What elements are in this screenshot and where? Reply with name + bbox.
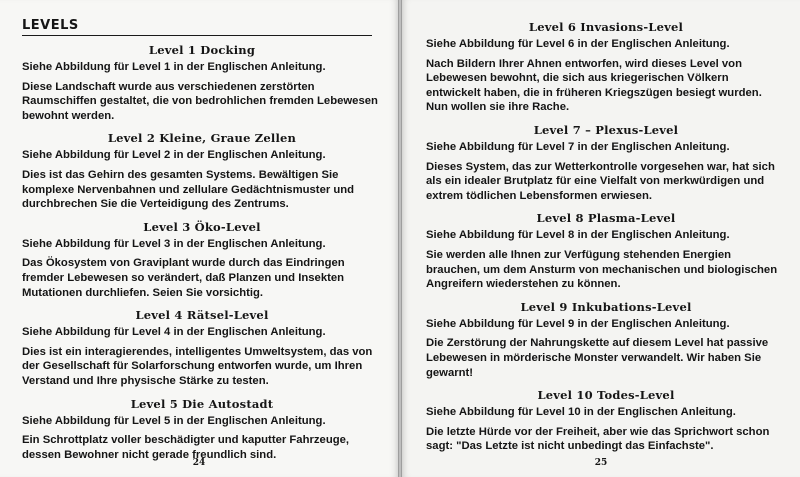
- level-3-section: [22, 220, 382, 300]
- level-reference: Siehe Abbildung für Level 5 in der Englischen Anleitung.: [22, 414, 326, 427]
- level-8-section: [426, 211, 786, 291]
- level-reference: Siehe Abbildung für Level 1 in der Englischen Anleitung.: [22, 61, 326, 73]
- level-description: Das Ökosystem von Graviplant wurde durch das Eindringen fremder Lebewesen so verändert, daß Planzen und Insekten Mutationen durchliefen. Seien Sie vorsichtig.: [22, 257, 345, 299]
- level-title: Level 6 Invasions-Level: [528, 20, 684, 34]
- level-reference: Siehe Abbildung für Level 3 in der Englischen Anleitung.: [22, 237, 326, 250]
- level-reference: Siehe Abbildung für Level 6 in der Englischen Anleitung.: [426, 38, 730, 50]
- left-page: [0, 0, 398, 477]
- level-description: Dies ist ein interagierendes, intelligentes Umweltsystem, das von der Gesellschaft für Solarforschung entworfen wurde, um Ihren Verstand und Ihre physische Stärke zu testen.: [22, 345, 373, 387]
- level-7-section: [426, 123, 786, 203]
- level-title: Level 2 Kleine, Graue Zellen: [107, 131, 297, 146]
- level-description: Diese Landschaft wurde aus verschiedenen zerstörten Raumschiffen gestaltet, die von bedrohlichen fremden Lebewesen bewohnt werden.: [22, 80, 378, 122]
- level-reference: Siehe Abbildung für Level 2 in der Englischen Anleitung.: [22, 149, 326, 162]
- level-title: Level 9 Inkubations-Level: [520, 299, 692, 314]
- level-title: Level 8 Plasma-Level: [536, 211, 676, 226]
- level-title: Level 10 Todes-Level: [537, 388, 675, 403]
- level-10-section: [426, 388, 786, 454]
- page-number: 24: [192, 458, 206, 468]
- level-description: Dies ist das Gehirn des gesamten Systems. Bewältigen Sie komplexe Nervenbahnen und zellulare Gedächtnismuster und durchbrechen Sie die Verteidigung des Zentrums.: [22, 168, 355, 211]
- level-reference: Siehe Abbildung für Level 7 in der Englischen Anleitung.: [426, 140, 730, 153]
- level-1-section: [22, 43, 382, 123]
- level-description: Die Zerstörung der Nahrungskette auf diesem Level hat passive Lebewesen in mörderische Monster verwandelt. Wir haben Sie gewarnt!: [426, 337, 769, 379]
- level-2-section: [22, 131, 382, 211]
- level-description: Dieses System, das zur Wetterkontrolle vorgesehen war, hat sich als ein idealer Brutplatz für eine Vielfalt von merkwürdigen und extrem tödlichen Lebensformen erwiesen.: [426, 160, 775, 202]
- level-9-section: [426, 300, 786, 380]
- page-number: 25: [594, 458, 608, 468]
- right-page: [402, 0, 800, 477]
- level-title: Level 4 Rätsel-Level: [135, 308, 269, 323]
- level-description: Sie werden alle Ihnen zur Verfügung stehenden Energien brauchen, um dem Ansturm von mechanischen und biologischen Angreifern wiederstehen zu können.: [426, 248, 778, 291]
- level-title: Level 7 – Plexus-Level: [533, 122, 679, 137]
- level-title: Level 3 Öko-Level: [143, 219, 261, 234]
- level-6-section: [426, 20, 786, 115]
- level-5-section: [22, 397, 382, 463]
- level-description: Die letzte Hürde vor der Freiheit, aber wie das Sprichwort schon sagt: "Das Letzte ist nicht unbedingt das Einfachste".: [426, 425, 770, 453]
- level-reference: Siehe Abbildung für Level 9 in der Englischen Anleitung.: [426, 317, 730, 330]
- level-description: Nach Bildern Ihrer Ahnen entworfen, wird dieses Level von Lebewesen bewohnt, die sich aus kriegerischen Völkern entwickelt haben, die in früheren Kriegszügen besiegt wurden. Nun wollen sie ihre Rache.: [426, 57, 762, 114]
- level-title: Level 5 Die Autostadt: [130, 396, 274, 411]
- level-title: Level 1 Docking: [148, 43, 256, 57]
- level-description: Ein Schrottplatz voller beschädigter und kaputter Fahrzeuge, dessen Bewohner nicht gerade freundlich sind.: [22, 434, 350, 461]
- level-reference: Siehe Abbildung für Level 8 in der Englischen Anleitung.: [426, 229, 730, 242]
- level-4-section: [22, 308, 382, 388]
- level-reference: Siehe Abbildung für Level 10 in der Englischen Anleitung.: [426, 406, 736, 419]
- section-header: LEVELS: [22, 18, 372, 36]
- level-reference: Siehe Abbildung für Level 4 in der Englischen Anleitung.: [22, 326, 326, 339]
